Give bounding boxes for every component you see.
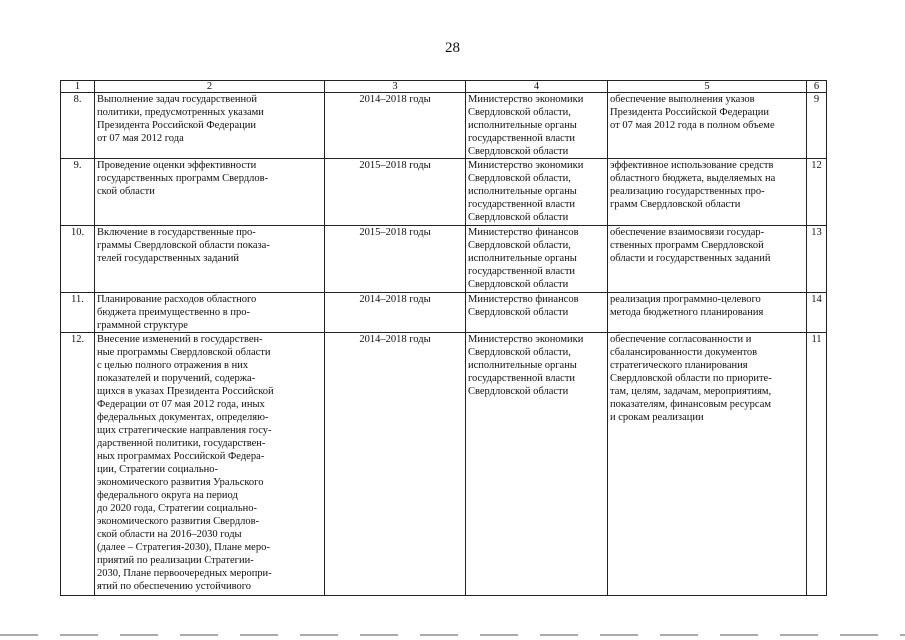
period-cell: 2014–2018 годы: [325, 93, 466, 159]
result-cell: обеспечение выполнения указов Президента Российской Федерации от 07 мая 2012 года в полном объеме: [608, 93, 807, 159]
scan-edge-divider: [0, 634, 905, 636]
header-row: [61, 81, 827, 93]
table-row: [61, 159, 827, 226]
period-cell: 2014–2018 годы: [325, 293, 466, 333]
result-cell: реализация программно-целевого метода бюджетного планирования: [608, 293, 807, 333]
row-number: 10.: [61, 226, 95, 293]
task-cell: Внесение изменений в государствен- ные программы Свердловской области с целью полного отражения в них показателей и поручений, содержа- щихся в указах Президента Российской Федерации от 07 мая 2012 года, иных федеральных документах, определяю- щих стратегические направления госу- дарственной политики, государствен- ных программах Российской Федера- ции, Стратегии социально- экономического развития Уральского федерального округа на период до 2020 года, Стратегии социально- экономического развития Свердлов- ской области на 2016–2030 годы (далее – Стратегия-2030), Плане меро- приятий по реализации Стратегии- 2030, Плане первоочередных меропри- ятий по обеспечению устойчивого: [95, 333, 325, 596]
period-cell: 2014–2018 годы: [325, 333, 466, 596]
result-cell: обеспечение согласованности и сбалансированности документов стратегического планирования Свердловской области по приорите- там, целям, задачам, мероприятиям, показателям, финансовым ресурсам и срокам реализации: [608, 333, 807, 596]
task-cell: Проведение оценки эффективности государственных программ Свердлов- ской области: [95, 159, 325, 226]
header-col-4: 4: [466, 81, 608, 93]
period-cell: 2015–2018 годы: [325, 159, 466, 226]
indicator-cell: 9: [807, 93, 827, 159]
executor-cell: Министерство финансов Свердловской области, исполнительные органы государственной власти Свердловской области: [466, 226, 608, 293]
page-number: 28: [445, 40, 460, 56]
row-number: 8.: [61, 93, 95, 159]
executor-cell: Министерство экономики Свердловской области, исполнительные органы государственной власти Свердловской области: [466, 333, 608, 596]
task-cell: Выполнение задач государственной политики, предусмотренных указами Президента Российской Федерации от 07 мая 2012 года: [95, 93, 325, 159]
table-row: [61, 293, 827, 333]
indicator-cell: 12: [807, 159, 827, 226]
table-row: [61, 226, 827, 293]
indicator-cell: 13: [807, 226, 827, 293]
executor-cell: Министерство экономики Свердловской области, исполнительные органы государственной власти Свердловской области: [466, 159, 608, 226]
header-col-1: 1: [61, 81, 95, 93]
row-number: 11.: [61, 293, 95, 333]
row-number: 12.: [61, 333, 95, 596]
indicator-cell: 14: [807, 293, 827, 333]
period-cell: 2015–2018 годы: [325, 226, 466, 293]
table-row: [61, 93, 827, 159]
indicator-cell: 11: [807, 333, 827, 596]
header-col-6: 6: [807, 81, 827, 93]
result-cell: обеспечение взаимосвязи государ- ственных программ Свердловской области и государственных заданий: [608, 226, 807, 293]
row-number: 9.: [61, 159, 95, 226]
executor-cell: Министерство финансов Свердловской области: [466, 293, 608, 333]
header-col-5: 5: [608, 81, 807, 93]
header-col-3: 3: [325, 81, 466, 93]
task-cell: Включение в государственные про- граммы Свердловской области показа- телей государственных заданий: [95, 226, 325, 293]
table-row: [61, 333, 827, 596]
header-col-2: 2: [95, 81, 325, 93]
task-cell: Планирование расходов областного бюджета преимущественно в про- граммной структуре: [95, 293, 325, 333]
executor-cell: Министерство экономики Свердловской области, исполнительные органы государственной власти Свердловской области: [466, 93, 608, 159]
result-cell: эффективное использование средств областного бюджета, выделяемых на реализацию государственных про- грамм Свердловской области: [608, 159, 807, 226]
measures-table: [60, 80, 827, 596]
